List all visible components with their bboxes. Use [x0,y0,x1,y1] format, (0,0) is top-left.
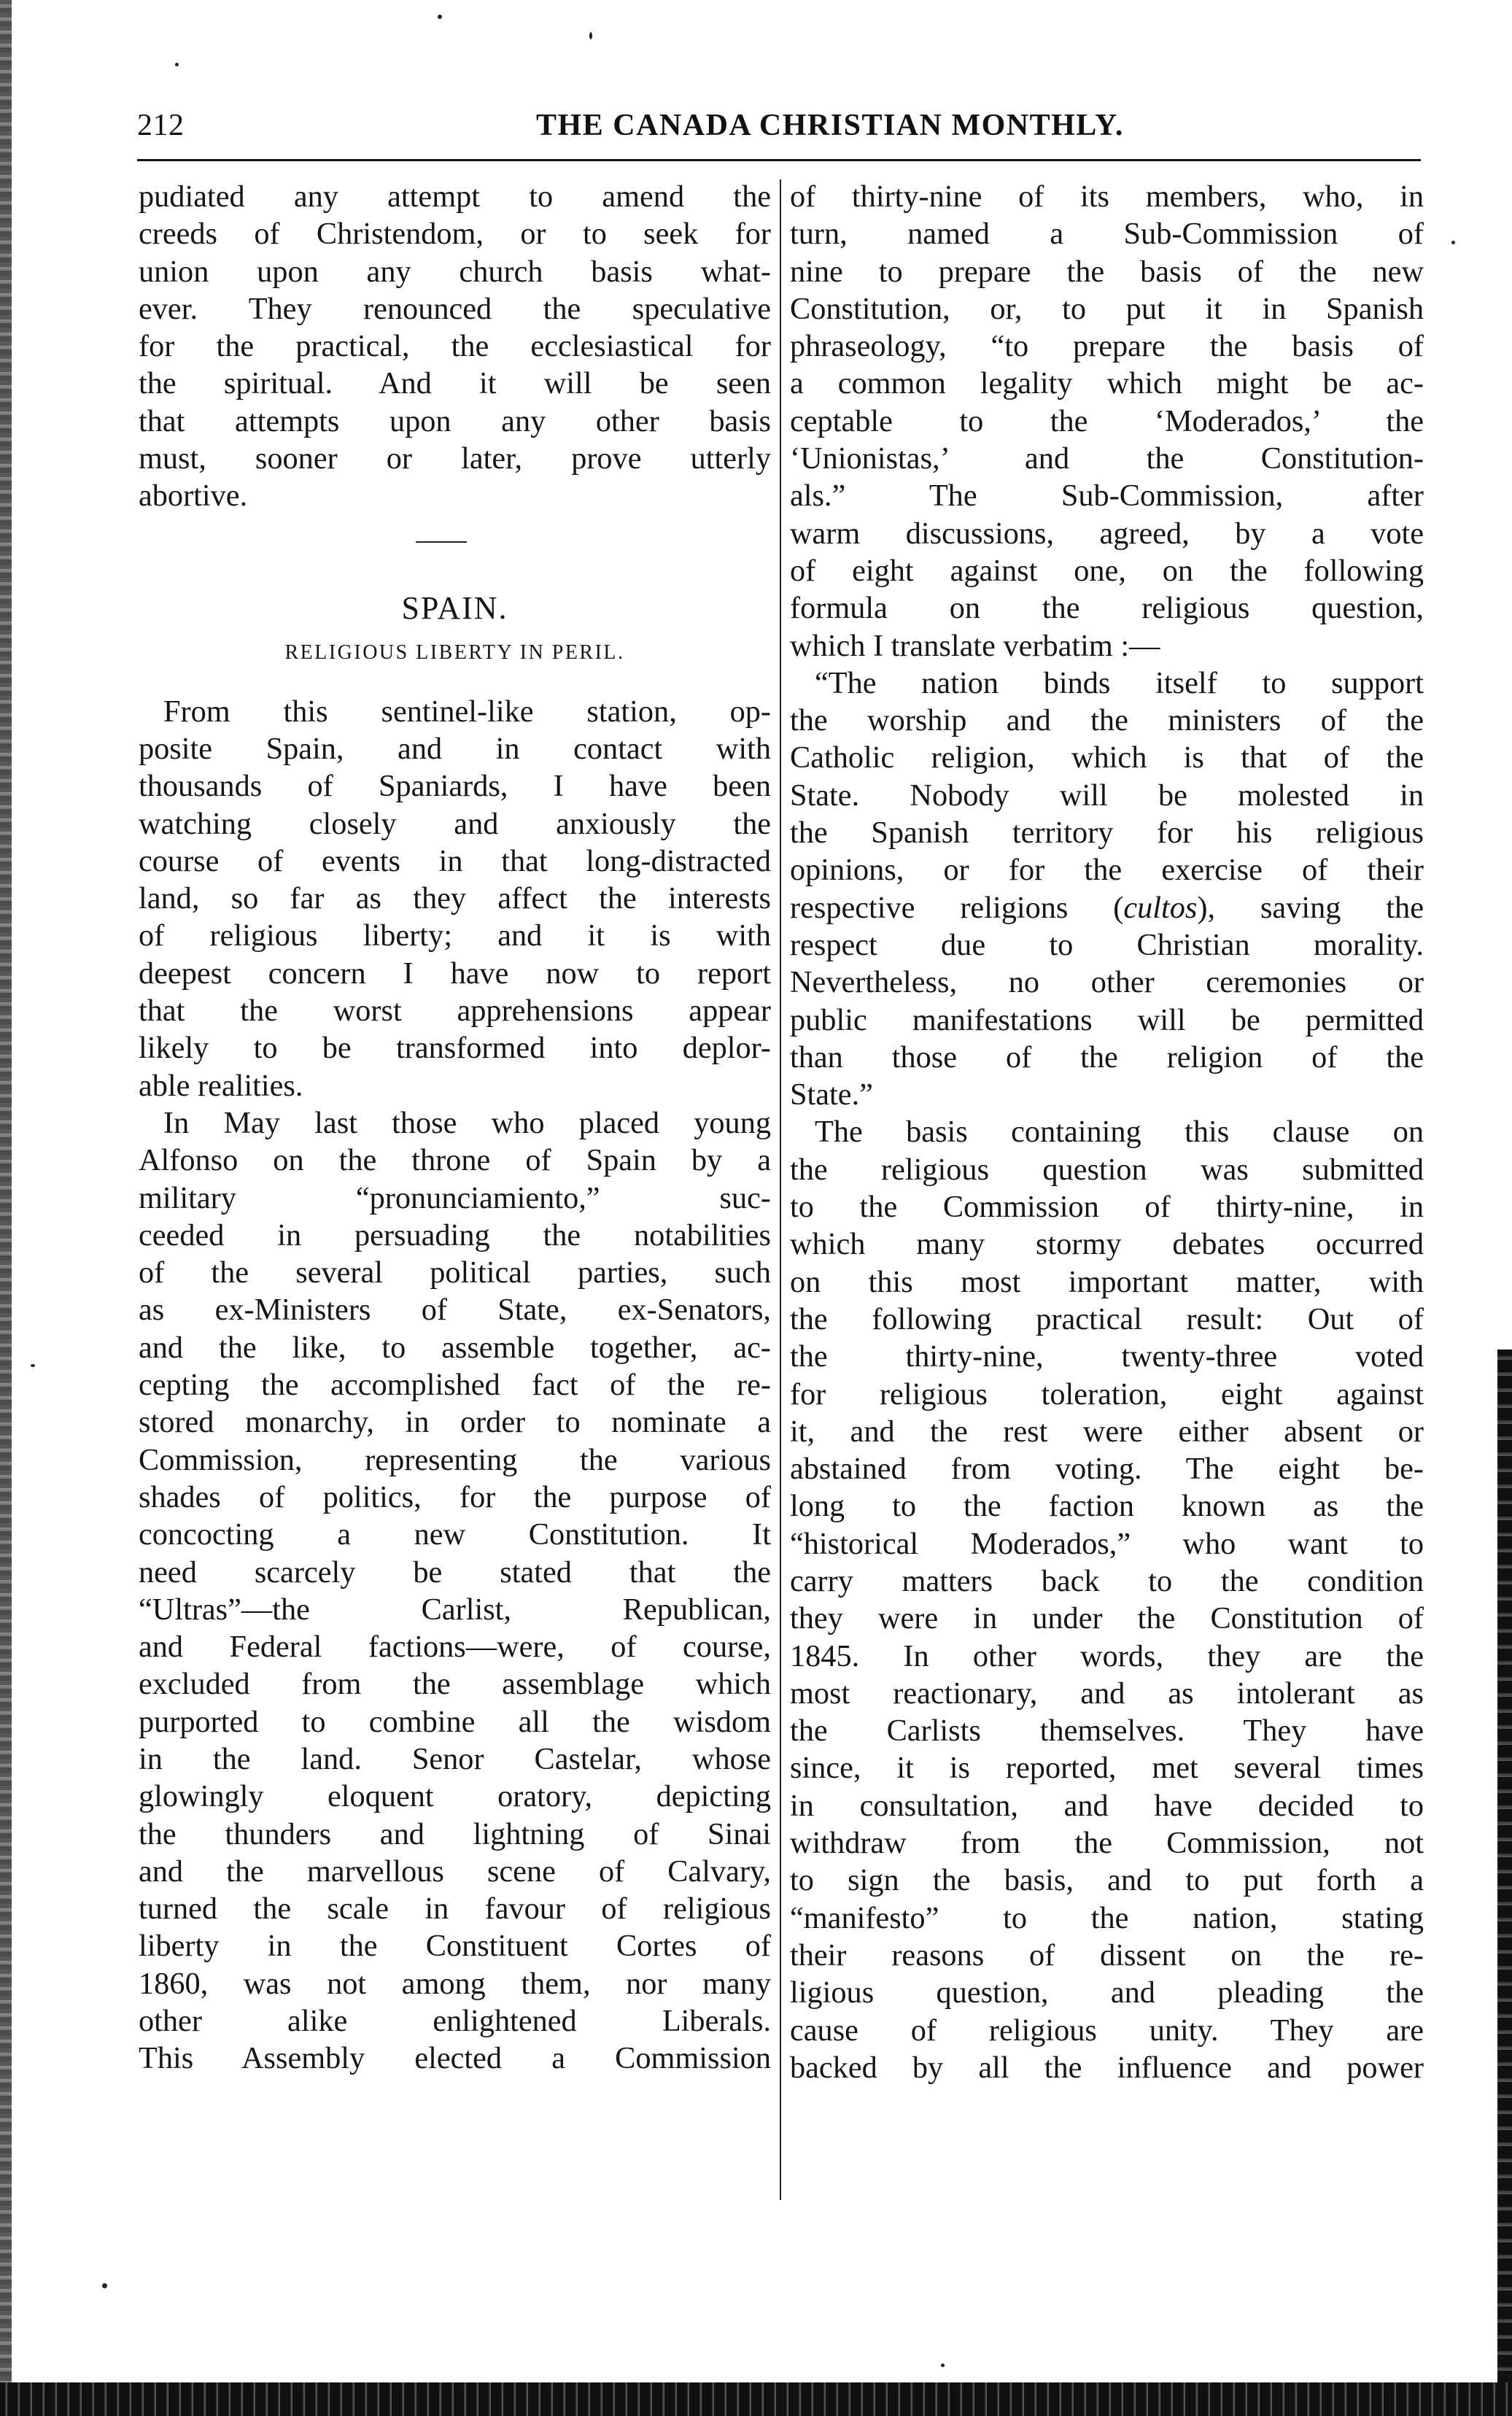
text-line: in consultation, and have decided to [790,1788,1424,1823]
page-header [137,108,1421,160]
text-line: respect due to Christian morality. [790,927,1424,962]
text-line: course of events in that long-distracted [139,843,771,878]
text-line [790,889,1424,926]
text-line: concocting a new Constitution. It [139,1517,771,1552]
text-line: most reactionary, and as intolerant as [790,1676,1424,1711]
section-break [139,515,771,582]
text-line: Constitution, or, to put it in Spanish [790,291,1424,326]
text-line: they were in under the Constitution of [790,1601,1424,1636]
text-line: opinions, or for the exercise of their [790,853,1424,888]
text-line: to sign the basis, and to put forth a [790,1863,1424,1898]
text-line: the thirty-nine, twenty-three voted [790,1339,1424,1374]
text-line: phraseology, “to prepare the basis of [790,329,1424,364]
text-line: creeds of Christendom, or to seek for [139,217,771,252]
text-line: cepting the accomplished fact of the re- [139,1368,771,1403]
text-line: posite Spain, and in contact with [139,731,771,766]
text-line: ever. They renounced the speculative [139,291,771,326]
text-line: ligious question, and pleading the [790,1975,1424,2010]
text-line: abstained from voting. The eight be- [790,1452,1424,1487]
text-line: and Federal factions—were, of course, [139,1630,771,1665]
text-line: which I translate verbatim :— [790,628,1160,663]
text-line: union upon any church basis what- [139,254,771,289]
text-line: cause of religious unity. They are [790,2013,1424,2048]
running-head: THE CANADA CHRISTIAN MONTHLY. [536,109,1124,142]
scan-right-edge [1497,1350,1512,2416]
text-line: their reasons of dissent on the re- [790,1937,1424,1972]
text-line: the Spanish territory for his religious [790,816,1424,851]
text-line: watching closely and anxiously the [139,806,771,841]
text-line: Nevertheless, no other ceremonies or [790,965,1424,1000]
right-column [790,178,1424,2086]
header-rule [137,159,1421,161]
text-line: This Assembly elected a Commission [139,2041,771,2076]
text-line: als.” The Sub-Commission, after [790,479,1424,514]
text-fragment: respective religions ( [790,890,1124,925]
text-line: ceeded in persuading the notabilities [139,1217,771,1252]
text-line: nine to prepare the basis of the new [790,254,1424,289]
text-line: 1860, was not among them, nor many [139,1966,771,2001]
scan-left-edge [0,0,12,2416]
text-line: In May last those who placed young [163,1105,771,1140]
text-line: a common legality which might be ac- [790,366,1424,401]
text-line: of thirty-nine of its members, who, in [790,179,1424,214]
text-line: formula on the religious question, [790,591,1424,626]
text-line: and the marvellous scene of Calvary, [139,1854,771,1889]
text-line: for the practical, the ecclesiastical for [139,329,771,364]
text-line: public manifestations will be permitted [790,1002,1424,1037]
text-line: Commission, representing the various [139,1442,771,1477]
text-line: carry matters back to the condition [790,1563,1424,1598]
text-line: land, so far as they affect the interests [139,881,771,916]
text-line: that the worst apprehensions appear [139,994,771,1029]
text-line: 1845. In other words, they are the [790,1638,1424,1673]
text-line: shades of politics, for the purpose of [139,1479,771,1514]
text-line: of the several political parties, such [139,1255,771,1290]
text-line: ‘Unionistas,’ and the Constitution- [790,441,1424,476]
scan-speck [589,32,592,39]
text-line: other alike enlightened Liberals. [139,2004,771,2039]
paragraph [139,693,771,1104]
text-line: the worship and the ministers of the [790,703,1424,738]
text-line: glowingly eloquent oratory, depicting [139,1779,771,1814]
text-line: deepest concern I have now to report [139,956,771,991]
text-line: likely to be transformed into deplor- [139,1031,771,1066]
text-line: abortive. [139,479,248,514]
text-line: in the land. Senor Castelar, whose [139,1741,771,1776]
text-line: backed by all the influence and power [790,2050,1424,2085]
section-title: SPAIN. [401,589,508,626]
text-line: it, and the rest were either absent or [790,1414,1424,1449]
text-line: “historical Moderados,” who want to [790,1526,1424,1561]
text-line: as ex-Ministers of State, ex-Senators, [139,1293,771,1328]
text-line: turn, named a Sub-Commission of [790,217,1424,252]
italic-term: cultos [1123,890,1198,925]
section-break-rule [416,541,467,543]
spacer [139,680,771,693]
scan-bottom-edge [0,2382,1512,2416]
text-line: the spiritual. And it will be seen [139,366,771,401]
text-line: which many stormy debates occurred [790,1227,1424,1262]
text-line: since, it is reported, met several times [790,1751,1424,1786]
text-line: able realities. [139,1068,303,1103]
text-line: Alfonso on the throne of Spain by a [139,1143,771,1178]
text-line: military “pronunciamiento,” suc- [139,1180,771,1215]
text-line: than those of the religion of the [790,1039,1424,1075]
text-line: the Carlists themselves. They have [790,1714,1424,1749]
text-line: need scarcely be stated that the [139,1554,771,1590]
scan-speck [438,15,442,19]
scan-speck [175,63,179,66]
text-line: the religious question was submitted [790,1152,1424,1187]
text-line: ceptable to the ‘Moderados,’ the [790,403,1424,438]
text-line: of religious liberty; and it is with [139,918,771,953]
scan-speck [102,2283,107,2288]
text-line: pudiated any attempt to amend the [139,179,771,214]
paragraph [790,178,1424,665]
text-line: of eight against one, on the following [790,553,1424,588]
text-line: purported to combine all the wisdom [139,1704,771,1739]
text-line: Catholic religion, which is that of the [790,740,1424,775]
text-line: the following practical result: Out of [790,1301,1424,1336]
paragraph [790,1113,1424,2086]
text-line: long to the faction known as the [790,1489,1424,1524]
text-line: From this sentinel-like station, op- [163,694,771,729]
text-line: and the like, to assemble together, ac- [139,1330,771,1365]
text-line: on this most important matter, with [790,1264,1424,1299]
text-line: warm discussions, agreed, by a vote [790,516,1424,551]
text-line: “Ultras”—the Carlist, Republican, [139,1592,771,1627]
text-line: that attempts upon any other basis [139,403,771,438]
text-line: “manifesto” to the nation, stating [790,1900,1424,1935]
text-line: State.” [790,1077,873,1112]
text-line: liberty in the Constituent Cortes of [139,1929,771,1964]
left-column [139,178,771,2078]
text-line: to the Commission of thirty-nine, in [790,1190,1424,1225]
text-line: for religious toleration, eight against [790,1377,1424,1412]
text-line: The basis containing this clause on [815,1115,1424,1150]
text-line: stored monarchy, in order to nominate a [139,1405,771,1440]
text-line: the thunders and lightning of Sinai [139,1816,771,1851]
text-line: thousands of Spaniards, I have been [139,769,771,804]
text-line: withdraw from the Commission, not [790,1826,1424,1861]
text-line: must, sooner or later, prove utterly [139,441,771,476]
section-subtitle: RELIGIOUS LIBERTY IN PERIL. [284,640,625,664]
scan-speck [31,1364,35,1367]
scan-speck [941,2363,945,2367]
text-line: State. Nobody will be molested in [790,778,1424,813]
text-line: turned the scale in favour of religious [139,1892,771,1927]
scan-speck [1451,241,1455,244]
text-fragment: ), saving the [1197,890,1424,925]
paragraph [139,178,771,515]
column-divider [780,179,781,2200]
page-number: 212 [137,109,185,142]
text-line: “The nation binds itself to support [815,665,1424,700]
paragraph [139,1104,771,2078]
quoted-formula [790,665,1424,1114]
text-line: excluded from the assemblage which [139,1667,771,1702]
